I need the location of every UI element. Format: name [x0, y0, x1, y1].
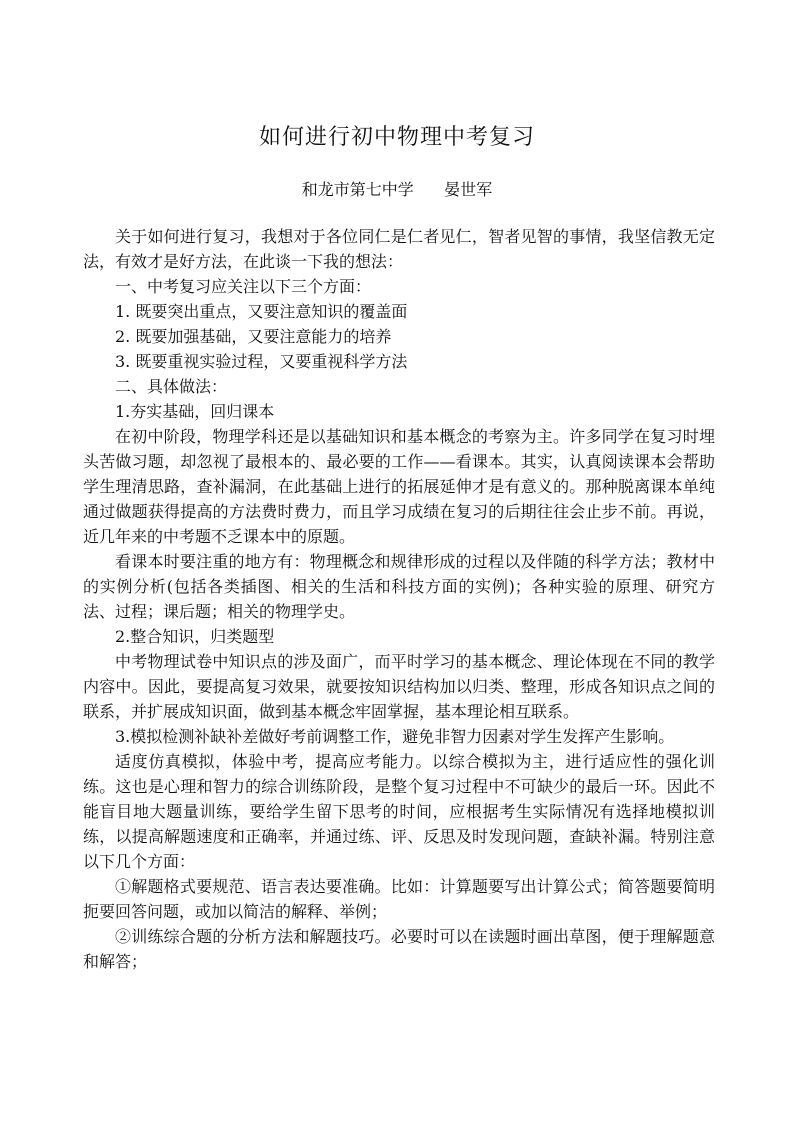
list-item: ②训练综合题的分析方法和解题技巧。必要时可以在读题时画出草图，便于理解题意和解答；	[83, 927, 715, 971]
list-item: 1. 既要突出重点，又要注意知识的覆盖面	[115, 302, 408, 321]
subheading: 3.模拟检测补缺补差做好考前调整工作，避免非智力因素对学生发挥产生影响。	[115, 727, 675, 746]
subheading: 1.夯实基础，回归课本	[115, 402, 275, 421]
body-paragraph: 在初中阶段，物理学科还是以基础知识和基本概念的考察为主。许多同学在复习时埋头苦做习题，却忽视了最根本的、最必要的工作——看课本。其实，认真阅读课本会帮助学生理清思路，查补漏洞，在此基础上进行的拓展延伸才是有意义的。那种脱离课本单纯通过做题获得提高的方法费时费力，而且学习成绩在复习的后期往往会止步不前。再说，近几年来的中考题不乏课本中的原题。	[83, 427, 715, 546]
list-item: ①解题格式要规范、语言表达要准确。比如：计算题要写出计算公式；简答题要简明扼要回答问题，或加以简洁的解释、举例；	[83, 877, 715, 921]
list-item: 2. 既要加强基础，又要注意能力的培养	[115, 327, 392, 346]
document-body	[83, 224, 715, 974]
intro-paragraph: 关于如何进行复习，我想对于各位同仁是仁者见仁，智者见智的事情，我坚信教无定法，有效才是好方法，在此谈一下我的想法：	[83, 227, 715, 271]
body-paragraph: 中考物理试卷中知识点的涉及面广，而平时学习的基本概念、理论体现在不同的教学内容中。因此，要提高复习效果，就要按知识结构加以归类、整理，形成各知识点之间的联系，并扩展成知识面，做到基本概念牢固掌握，基本理论相互联系。	[83, 652, 715, 721]
section-heading-2: 二、具体做法：	[115, 377, 228, 396]
section-heading-1: 一、中考复习应关注以下三个方面：	[115, 277, 372, 296]
subheading: 2.整合知识，归类题型	[115, 627, 275, 646]
list-item: 3. 既要重视实验过程，又要重视科学方法	[115, 352, 408, 371]
author-line: 和龙市第七中学 晏世军	[301, 180, 493, 199]
body-paragraph: 适度仿真模拟，体验中考，提高应考能力。以综合模拟为主，进行适应性的强化训练。这也是心理和智力的综合训练阶段，是整个复习过程中不可缺少的最后一环。因此不能盲目地大题量训练，要给学生留下思考的时间，应根据考生实际情况有选择地模拟训练，以提高解题速度和正确率，并通过练、评、反思及时发现问题，查缺补漏。特别注意以下几个方面：	[83, 752, 715, 871]
document-title: 如何进行初中物理中考复习	[258, 125, 535, 150]
body-paragraph: 看课本时要注重的地方有：物理概念和规律形成的过程以及伴随的科学方法；教材中的实例分析(包括各类插图、相关的生活和科技方面的实例)；各种实验的原理、研究方法、过程；课后题；相关的物理学史。	[83, 552, 715, 621]
